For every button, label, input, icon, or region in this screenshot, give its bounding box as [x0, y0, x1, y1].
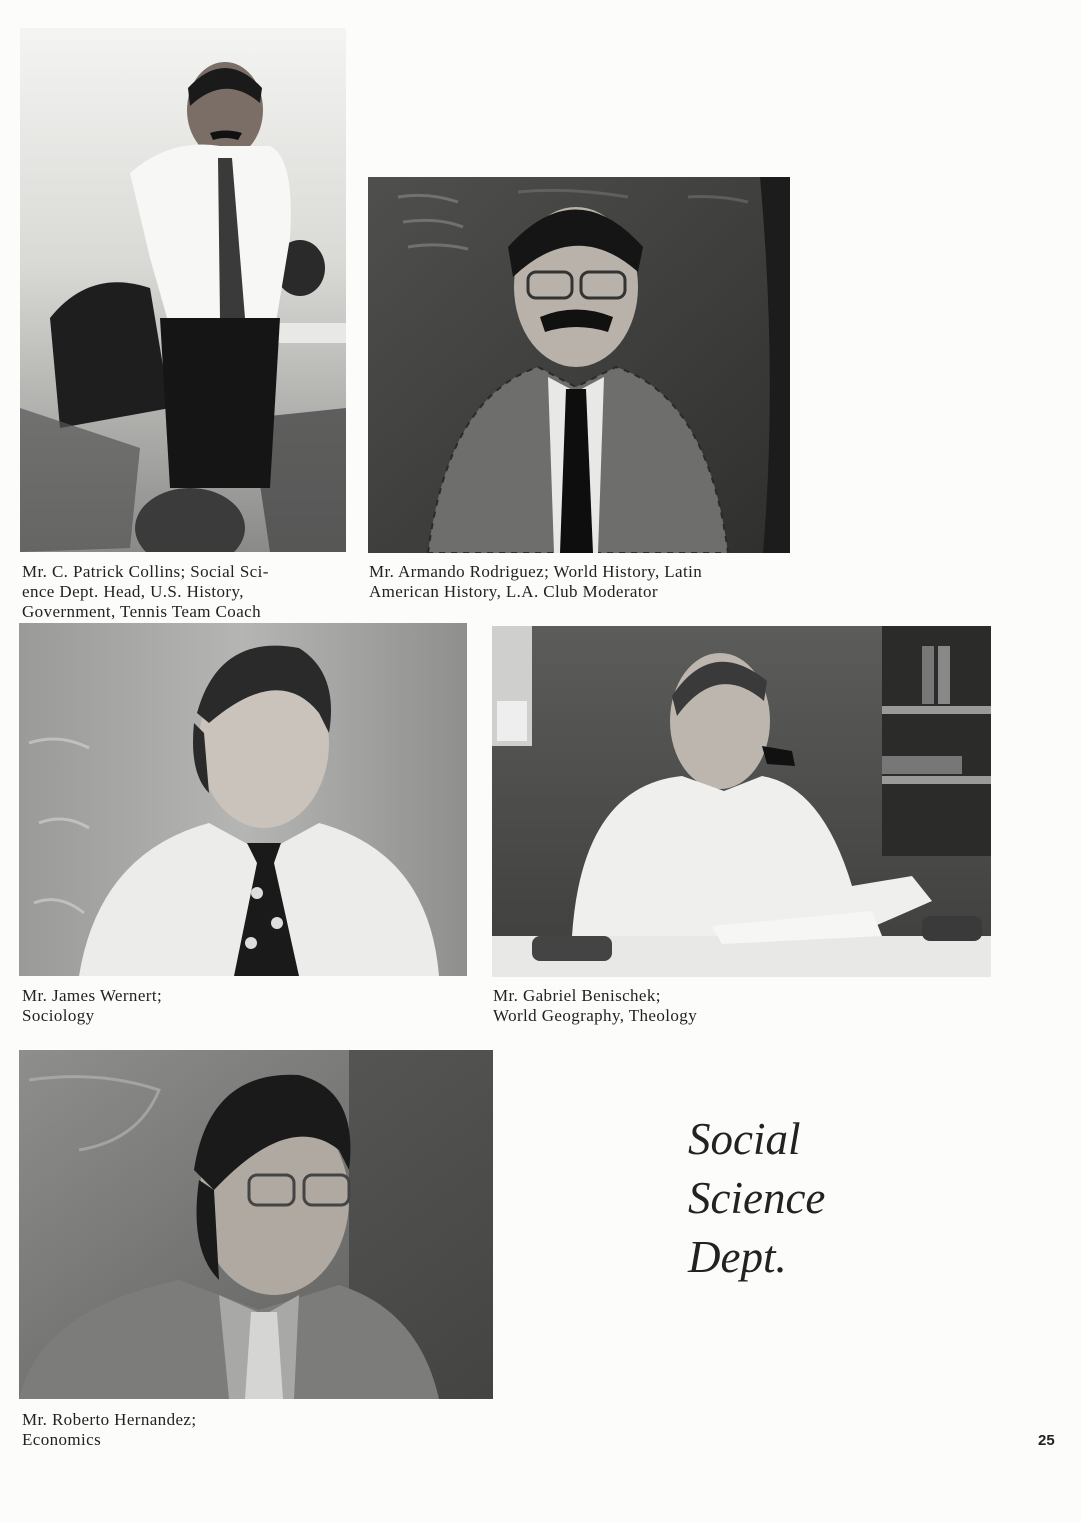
photo-hernandez — [19, 1050, 493, 1399]
caption-collins: Mr. C. Patrick Collins; Social Sci- ence Dept. Head, U.S. History, Government, Tennis Team Coach — [22, 562, 269, 621]
photo-wernert — [19, 623, 467, 976]
section-title — [688, 1110, 825, 1287]
caption-hernandez: Mr. Roberto Hernandez; Economics — [22, 1410, 197, 1449]
caption-wernert: Mr. James Wernert; Sociology — [22, 986, 163, 1025]
photo-benischek — [492, 626, 991, 977]
section-title-line3: Dept. — [688, 1232, 787, 1282]
section-title-line1: Social — [688, 1114, 801, 1164]
page-number: 25 — [1038, 1432, 1055, 1449]
photo-rodriguez — [368, 177, 790, 553]
photo-collins — [20, 28, 346, 552]
caption-benischek: Mr. Gabriel Benischek; World Geography, Theology — [493, 986, 698, 1025]
caption-rodriguez: Mr. Armando Rodriguez; World History, Latin American History, L.A. Club Moderator — [369, 562, 703, 601]
section-title-line2: Science — [688, 1173, 826, 1223]
